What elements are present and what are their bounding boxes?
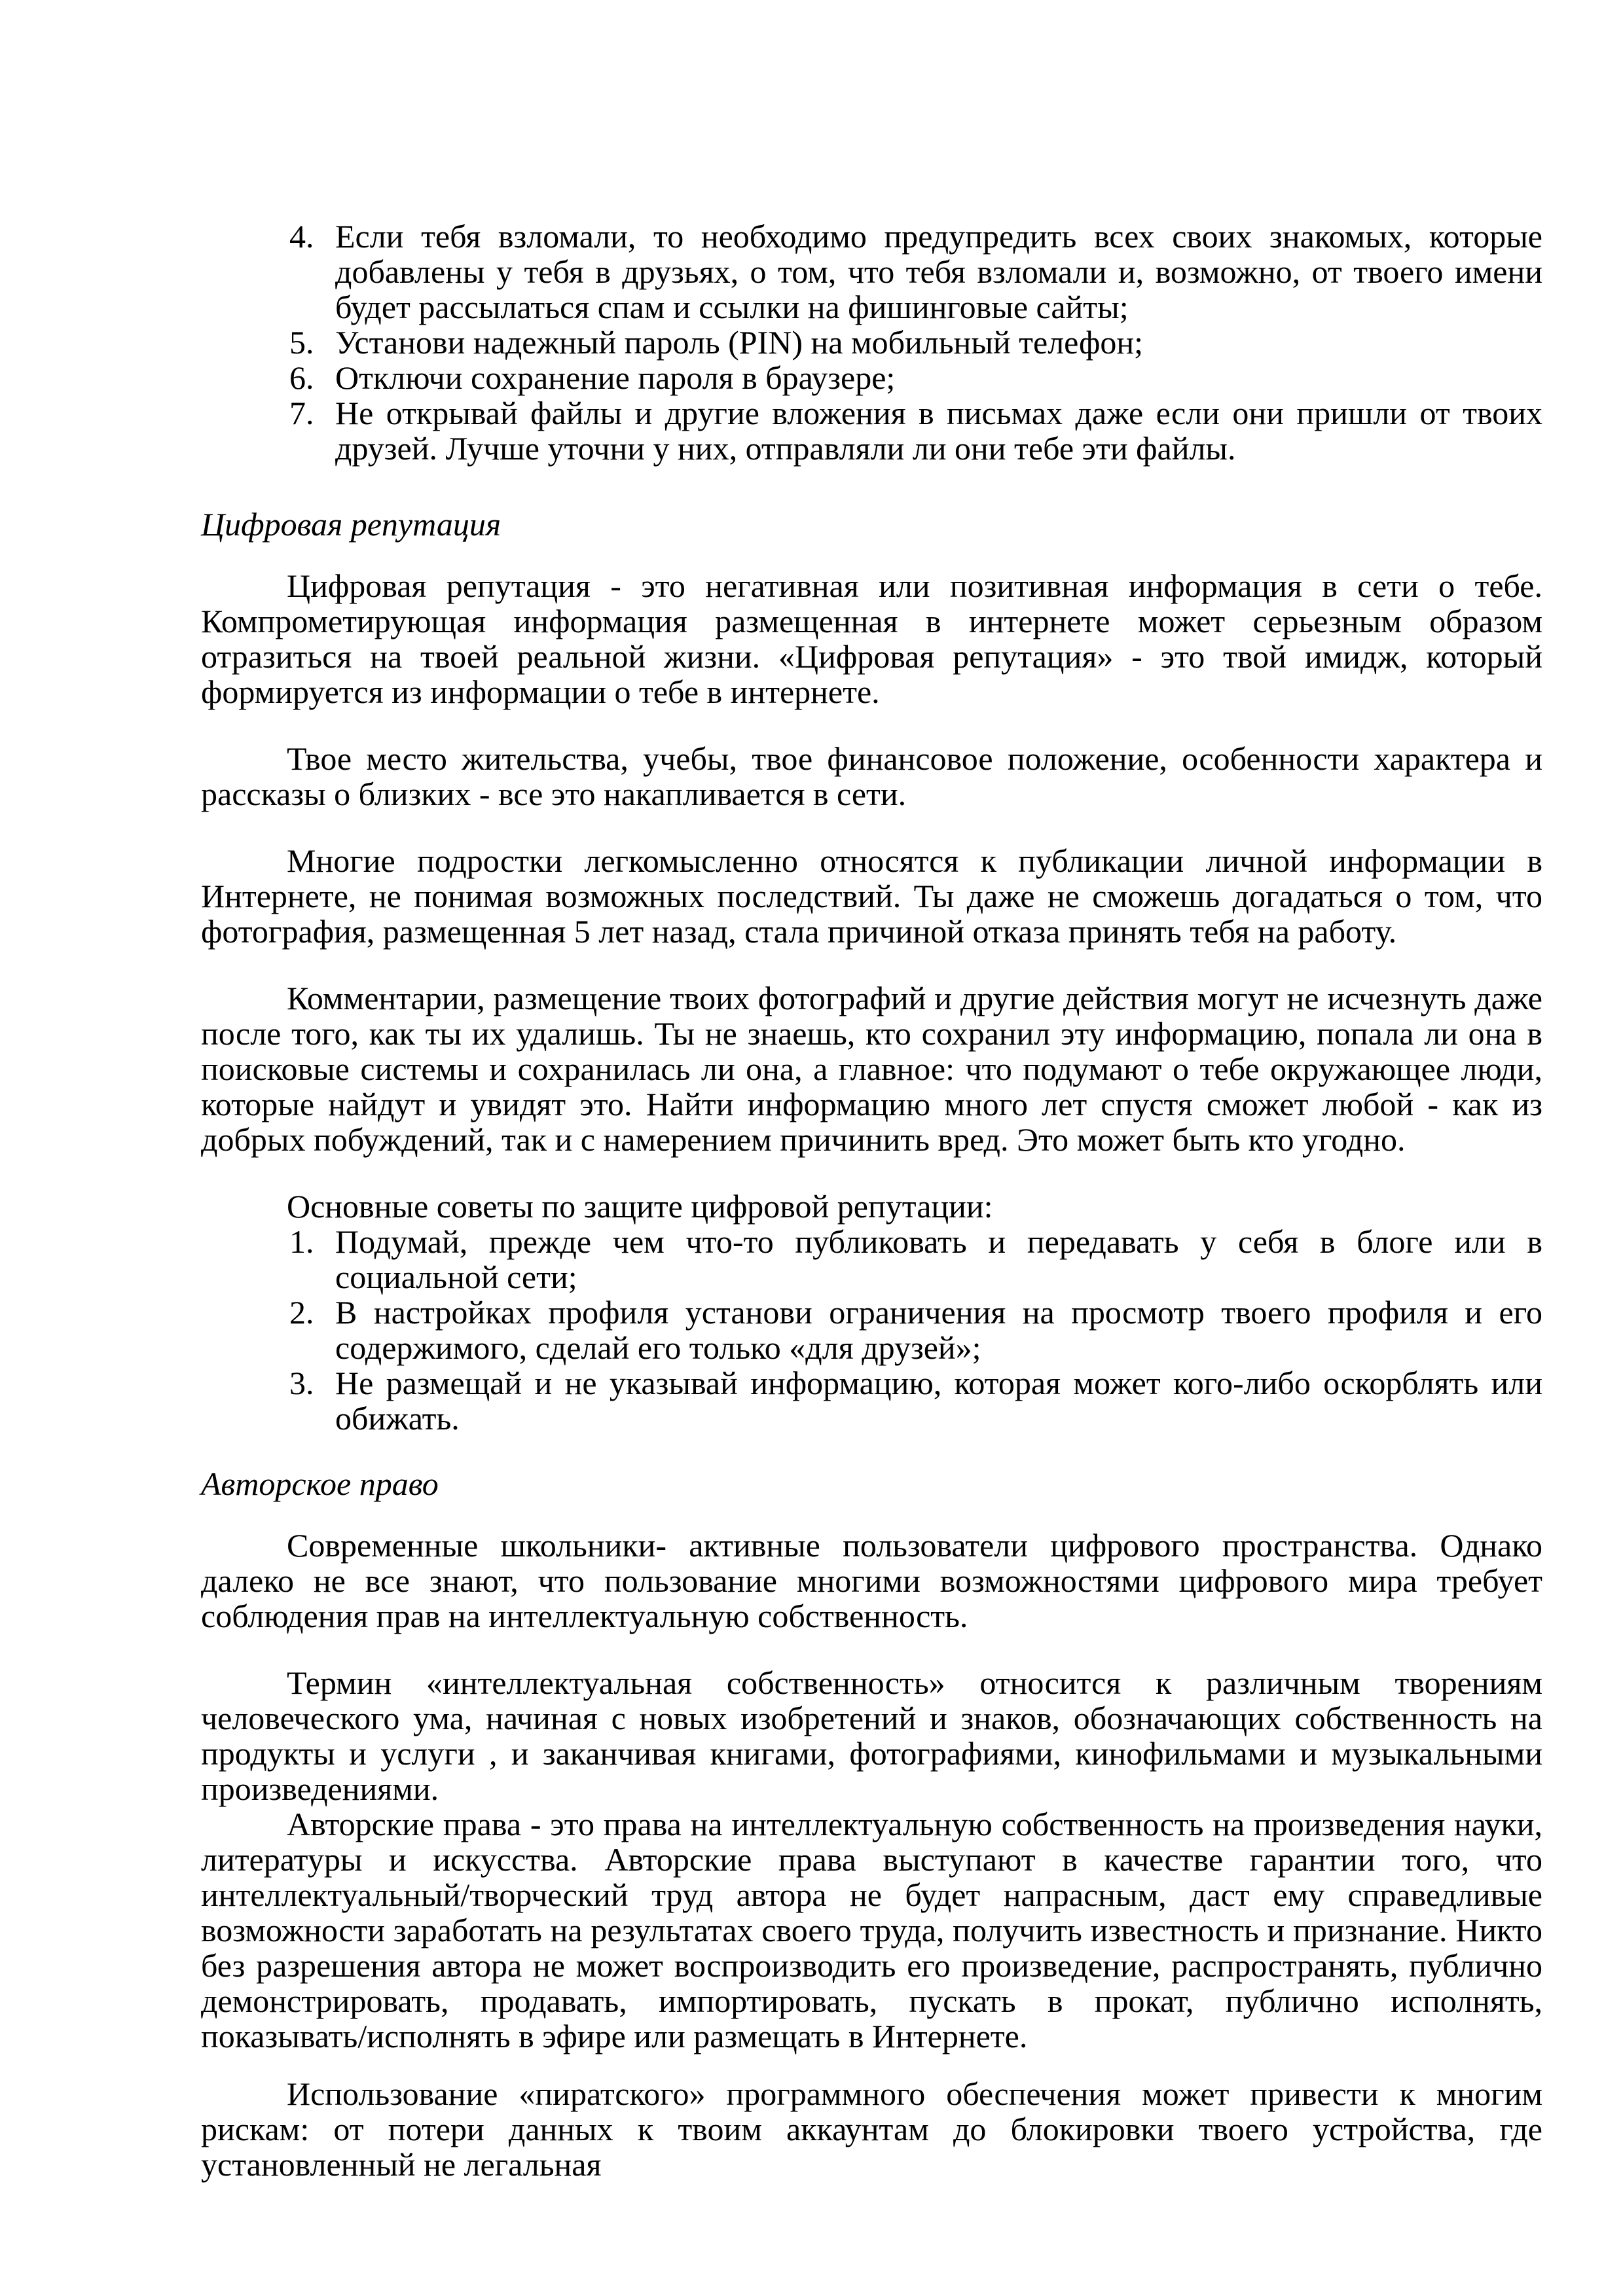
list-item bbox=[201, 395, 1542, 466]
list-item-number: 7. bbox=[289, 395, 314, 431]
list-item-text: В настройках профиля установи ограничения на просмотр твоего профиля и его содержимого, сделай его только «для друзей»; bbox=[335, 1294, 1542, 1366]
list-item-text: Если тебя взломали, то необходимо предупредить всех своих знакомых, которые добавлены у тебя в друзьях, о том, что тебя взломали и, возможно, от твоего имени будет рассылаться спам и ссылки на фишинговые сайты; bbox=[335, 218, 1542, 325]
list-item-text: Установи надежный пароль (PIN) на мобильный телефон; bbox=[335, 324, 1144, 361]
list-item-number: 5. bbox=[289, 324, 314, 361]
list-item-text: Не размещай и не указывай информацию, которая может кого-либо оскорблять или обижать. bbox=[335, 1365, 1542, 1437]
numbered-list-reputation-advice bbox=[201, 1224, 1542, 1436]
paragraph-comments-never-disappear: Комментарии, размещение твоих фотографий и другие действия могут не исчезнуть даже после того, как ты их удалишь. Ты не знаешь, кто сохранил эту информацию, попала ли она в поисковые системы и сохранилась ли она, а главное: что подумают о тебе окружающее люди, которые найдут и увидят это. Найти информацию много лет спустя сможет любой - как из добрых побуждений, так и с намерением причинить вред. Это может быть кто угодно. bbox=[201, 980, 1542, 1158]
paragraph-teens-publishing-risks: Многие подростки легкомысленно относятся к публикации личной информации в Интернете, не понимая возможных последствий. Ты даже не сможешь догадаться о том, что фотография, размещенная 5 лет назад, стала причиной отказа принять тебя на работу. bbox=[201, 842, 1542, 950]
list-item-text: Подумай, прежде чем что-то публиковать и передавать у себя в блоге или в социальной сети; bbox=[335, 1223, 1542, 1295]
advice-title: Основные советы по защите цифровой репутации: bbox=[287, 1188, 993, 1225]
paragraph-schoolchildren-digital-space: Современные школьники- активные пользователи цифрового пространства. Однако далеко не все знают, что пользование многими возможностями цифрового мира требует соблюдения прав на интеллектуальную собственность. bbox=[201, 1527, 1542, 1634]
list-item bbox=[201, 1224, 1542, 1295]
list-item bbox=[201, 1365, 1542, 1436]
section-heading-digital-reputation: Цифровая репутация bbox=[201, 506, 501, 543]
numbered-list-security-tips bbox=[201, 219, 1542, 466]
list-item-number: 6. bbox=[289, 359, 314, 396]
list-item-number: 3. bbox=[289, 1365, 314, 1401]
document-content bbox=[201, 219, 1542, 2182]
list-item-number: 1. bbox=[289, 1223, 314, 1260]
paragraph-pirated-software-risks: Использование «пиратского» программного обеспечения может привести к многим рискам: от потери данных к твоим аккаунтам до блокировки твоего устройства, где установленный не легальная bbox=[201, 2075, 1542, 2183]
section-heading-copyright: Авторское право bbox=[201, 1465, 439, 1502]
list-item-text: Отключи сохранение пароля в браузере; bbox=[335, 359, 896, 396]
list-item bbox=[201, 1295, 1542, 1365]
paragraph-intellectual-property-term: Термин «интеллектуальная собственность» относится к различным творениям человеческого ума, начиная с новых изобретений и знаков, обозначающих собственность на продукты и услуги , и заканчивая книгами, фотографиями, кинофильмами и музыкальными произведениями. bbox=[201, 1664, 1542, 1807]
list-item bbox=[201, 219, 1542, 325]
list-item-number: 4. bbox=[289, 218, 314, 255]
paragraph-digital-reputation-definition: Цифровая репутация - это негативная или позитивная информация в сети о тебе. Компрометирующая информация размещенная в интернете может серьезным образом отразиться на твоей реальной жизни. «Цифровая репутация» - это твой имидж, который формируется из информации о тебе в интернете. bbox=[201, 567, 1542, 710]
list-item bbox=[201, 325, 1542, 360]
list-item bbox=[201, 360, 1542, 395]
list-item-text: Не открывай файлы и другие вложения в письмах даже если они пришли от твоих друзей. Лучше уточни у них, отправляли ли они тебе эти файлы. bbox=[335, 395, 1542, 467]
list-item-number: 2. bbox=[289, 1294, 314, 1331]
paragraph-author-rights: Авторские права - это права на интеллектуальную собственность на произведения науки, литературы и искусства. Авторские права выступают в качестве гарантии того, что интеллектуальный/творческий труд автора не будет напрасным, даст ему справедливые возможности заработать на результатах своего труда, получить известность и признание. Никто без разрешения автора не может воспроизводить его произведение, распространять, публично демонстрировать, продавать, импортировать, пускать в прокат, публично исполнять, показывать/исполнять в эфире или размещать в Интернете. bbox=[201, 1806, 1542, 2054]
paragraph-personal-data-accumulation: Твое место жительства, учебы, твое финансовое положение, особенности характера и рассказы о близких - все это накапливается в сети. bbox=[201, 740, 1542, 812]
